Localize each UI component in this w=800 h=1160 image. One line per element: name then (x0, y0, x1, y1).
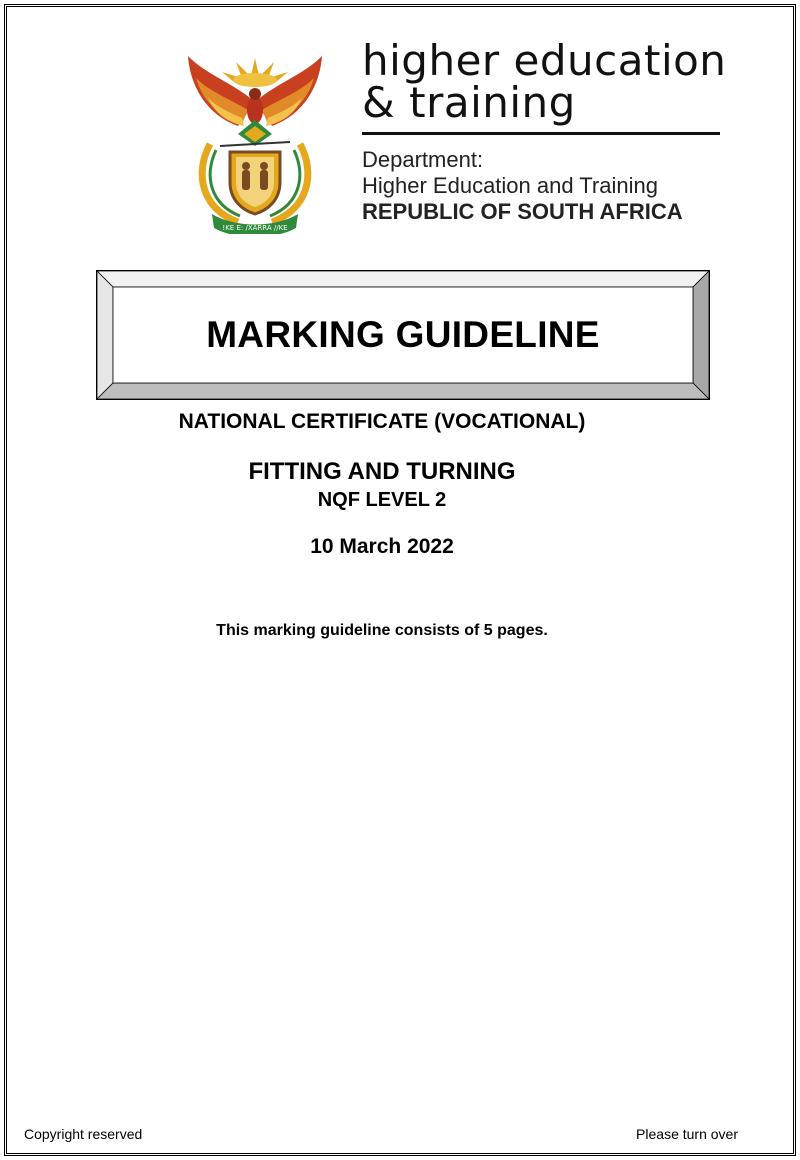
copyright-notice: Copyright reserved (24, 1126, 143, 1142)
country-name: REPUBLIC OF SOUTH AFRICA (362, 199, 683, 224)
document-title: MARKING GUIDELINE (206, 314, 600, 355)
brand-line-1: higher education (362, 36, 727, 85)
subject-name: FITTING AND TURNING (248, 458, 516, 485)
qualification-name: NATIONAL CERTIFICATE (VOCATIONAL) (178, 410, 586, 433)
nqf-level: NQF LEVEL 2 (317, 489, 447, 511)
title-box (96, 270, 710, 400)
department-name: Higher Education and Training (362, 173, 658, 198)
page-count-note: This marking guideline consists of 5 pages. (216, 622, 548, 639)
exam-date: 10 March 2022 (310, 535, 454, 558)
brand-divider (362, 132, 720, 135)
turn-over-notice: Please turn over (636, 1126, 738, 1142)
emblem-motto: !KE E: /XARRA //KE (222, 224, 288, 232)
department-label: Department: (362, 147, 484, 172)
brand-line-2: & training (362, 78, 576, 127)
coat-of-arms-logo (180, 44, 330, 234)
department-branding (362, 36, 727, 225)
